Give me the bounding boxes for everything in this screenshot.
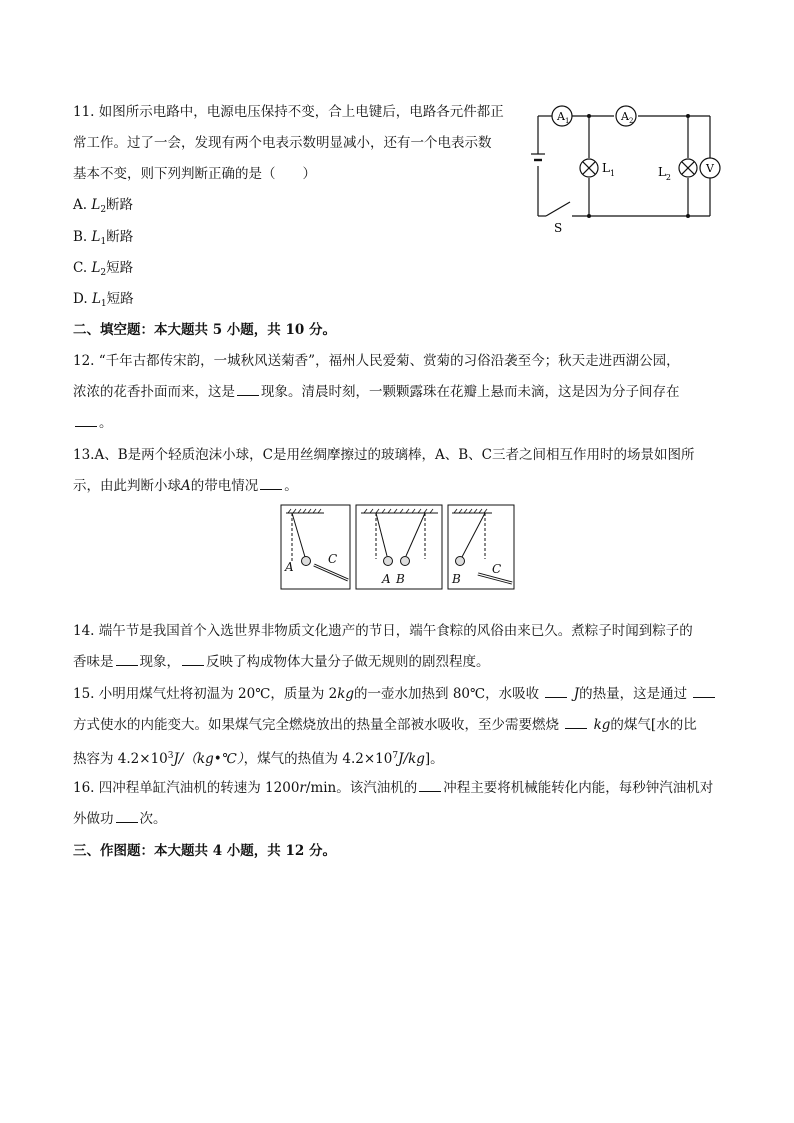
q15-line3: 热容为 $4.2\times 10^3J/(kg•℃)$，煤气的热值为 $4.2\times 10^7J/kg$]。 (73, 751, 444, 767)
q12-line3: 。 (73, 414, 113, 432)
q16-line1: 16. 四冲程单缸汽油机的转速为 1200r/min。该汽油机的 冲程主要将机械能转化内能，每秒钟汽油机对 (73, 780, 714, 796)
lamp-l2-label: $L_2$ (657, 165, 671, 182)
answer-blank (545, 685, 567, 698)
answer-blank (260, 477, 282, 490)
q11-line2: 常工作。过了一会，发现有两个电表示数明显减小，还有一个电表示数 (73, 135, 492, 151)
q15-line1: 15. 小明用煤气灶将初温为 20℃，质量为 2kg的一壶水加热到 80℃，水吸收 J的热量，这是通过 (73, 685, 717, 703)
answer-blank (116, 653, 138, 666)
q12-line1: 12. “千年古都传宋韵，一城秋风送菊香”，福州人民爱菊、赏菊的习俗沿袭至今；秋天走进西湖公园， (73, 353, 680, 369)
q13-line1: 13.A、B是两个轻质泡沫小球，C是用丝绸摩擦过的玻璃棒，A、B、C三者之间相互作用时的场景如图所 (73, 447, 695, 463)
q11-option-d: D. $L_1$短路 (73, 291, 134, 309)
figure-label-c: C (328, 552, 338, 566)
answer-blank (116, 810, 138, 823)
q11-line3: 基本不变，则下列判断正确的是（ ） (73, 166, 316, 182)
figure-label-c: C (492, 562, 502, 576)
answer-blank (237, 383, 259, 396)
circuit-diagram (528, 102, 724, 236)
figure-label-a: A (285, 560, 294, 574)
charge-interaction-figure (280, 504, 516, 592)
figure-label-b: B (396, 572, 405, 586)
q11-option-b: B. $L_1$断路 (73, 229, 134, 247)
q13-line2: 示，由此判断小球A的带电情况 。 (73, 478, 298, 494)
answer-blank (75, 414, 97, 427)
figure-label-b: B (452, 572, 461, 586)
answer-blank (565, 716, 587, 729)
q14-line1: 14. 端午节是我国首个入选世界非物质文化遗产的节日，端午食粽的风俗由来已久。煮粽子时闻到粽子的 (73, 623, 693, 639)
answer-blank (419, 779, 441, 792)
lamp-l1-label: $L_1$ (602, 161, 616, 178)
section-2-heading: 二、填空题：本大题共 5 小题，共 10 分。 (73, 322, 336, 338)
q16-line2: 外做功 次。 (73, 811, 167, 827)
answer-blank (182, 653, 204, 666)
answer-blank (693, 685, 715, 698)
q11-option-c: C. $L_2$短路 (73, 260, 134, 278)
q12-line2: 浓浓的花香扑面而来，这是 现象。清晨时刻，一颗颗露珠在花瓣上悬而未滴，这是因为分子间存在 (73, 384, 680, 400)
section-3-heading: 三、作图题：本大题共 4 小题，共 12 分。 (73, 843, 336, 859)
ammeter-a1-label: $A_1$ (557, 110, 570, 125)
q11-line1: 11. 如图所示电路中，电源电压保持不变，合上电键后，电路各元件都正 (73, 104, 504, 120)
q15-line2: 方式使水的内能变大。如果煤气完全燃烧放出的热量全部被水吸收，至少需要燃烧 kg的煤气[水的比 (73, 717, 697, 733)
voltmeter-label: V (706, 162, 714, 175)
q14-line2: 香味是 现象， 反映了构成物体大量分子做无规则的剧烈程度。 (73, 654, 490, 670)
switch-label: S (554, 221, 563, 235)
figure-label-a: A (382, 572, 391, 586)
ammeter-a2-label: $A_2$ (621, 110, 634, 125)
q11-option-a: A. $L_2$断路 (73, 197, 134, 215)
